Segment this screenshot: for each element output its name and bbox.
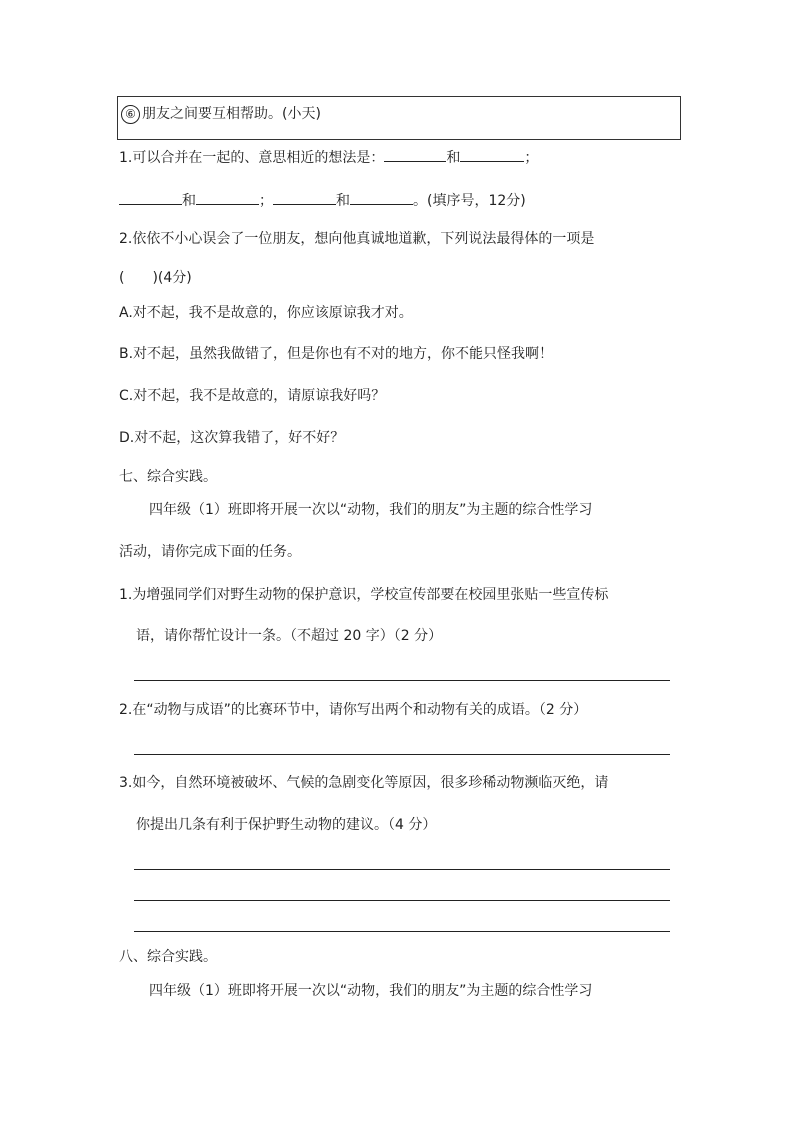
task3-answer-line-2[interactable] [134,900,670,901]
section7-intro-line1: 四年级（1）班即将开展一次以“动物，我们的朋友”为主题的综合性学习 [149,502,593,518]
q1-end: 。(填序号，12分) [413,193,526,209]
q1-blank-1[interactable] [384,147,446,162]
q1-line2 [119,190,526,211]
task3-line1: 3.如今，自然环境被破坏、气候的急剧变化等原因，很多珍稀动物濒临灭绝，请 [119,775,609,791]
q2-stem: 2.依依不小心误会了一位朋友，想向他真诚地道歉，下列说法最得体的一项是 [119,231,595,247]
q2-answer-paren: ( )(4分) [119,270,192,286]
statement-attribution: (小天) [282,106,321,122]
circled-number: ⑥ [121,105,140,124]
q2-option-d: D.对不起，这次算我错了，好不好？ [119,430,345,446]
section8-intro-line1: 四年级（1）班即将开展一次以“动物，我们的朋友”为主题的综合性学习 [149,983,593,999]
q2-option-c: C.对不起，我不是故意的，请原谅我好吗？ [119,388,386,404]
section7-intro-line2: 活动，请你完成下面的任务。 [119,544,301,560]
section8-heading: 八、综合实践。 [119,949,217,965]
task3-answer-line-3[interactable] [134,931,670,932]
q1-semi-2: ； [259,193,273,209]
q1-line1 [119,147,538,168]
q1-and-3: 和 [336,193,350,209]
task2-text: 2.在“动物与成语”的比赛环节中，请你写出两个和动物有关的成语。（2 分） [119,702,588,718]
q1-semi-1: ； [524,150,539,166]
statement-text: 朋友之间要互相帮助。 [142,106,282,122]
q2-option-a: A.对不起，我不是故意的，你应该原谅我才对。 [119,305,413,321]
q2-option-b: B.对不起，虽然我做错了，但是你也有不对的地方，你不能只怪我啊！ [119,346,554,362]
q1-blank-3[interactable] [119,190,182,205]
task3-answer-line-1[interactable] [134,869,670,870]
task3-line2: 你提出几条有利于保护野生动物的建议。（4 分） [136,817,437,833]
q1-blank-5[interactable] [273,190,336,205]
q1-blank-2[interactable] [460,147,524,162]
task2-answer-line[interactable] [134,754,670,755]
q1-lead: 1.可以合并在一起的、意思相近的想法是： [119,150,385,166]
task1-line1: 1.为增强同学们对野生动物的保护意识，学校宣传部要在校园里张贴一些宣传标 [119,587,609,603]
q1-and-2: 和 [182,193,196,209]
task1-answer-line[interactable] [134,680,670,681]
q1-blank-6[interactable] [350,190,413,205]
q1-and-1: 和 [446,150,461,166]
section7-heading: 七、综合实践。 [119,469,217,485]
task1-line2: 语，请你帮忙设计一条。（不超过 20 字）（2 分） [136,628,443,644]
statement-6 [121,104,321,124]
q1-blank-4[interactable] [196,190,259,205]
